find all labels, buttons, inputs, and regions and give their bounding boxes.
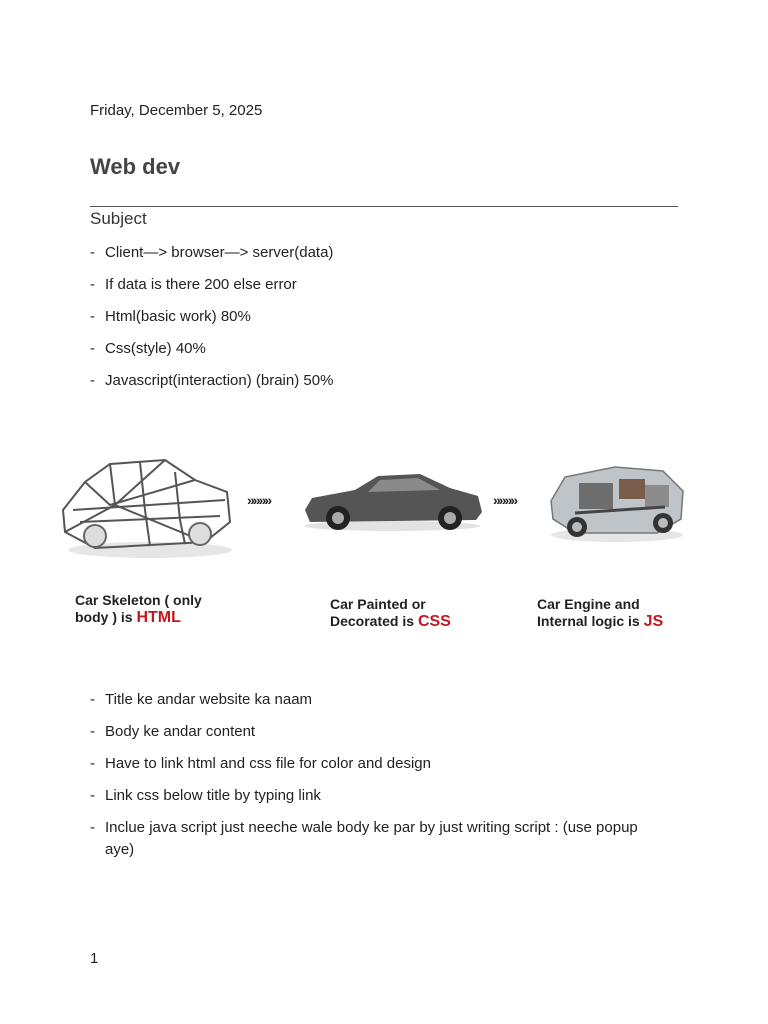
list-item-text: Body ke andar content <box>105 723 256 740</box>
bullet-dash: - <box>90 787 95 804</box>
caption-js <box>537 596 663 630</box>
note-date: Friday, December 5, 2025 <box>90 102 263 119</box>
list-item <box>90 242 660 264</box>
page-number: 1 <box>90 950 99 967</box>
caption-css <box>330 596 451 630</box>
title-divider <box>90 206 678 207</box>
list-item-text: If data is there 200 else error <box>105 276 297 293</box>
bullet-dash: - <box>90 691 95 708</box>
arrow-painted-to-engine: »»»» <box>493 492 517 508</box>
list-item-text: Have to link html and css file for color and design <box>105 755 431 772</box>
list-item <box>90 721 660 743</box>
list-item <box>90 370 660 392</box>
bullet-dash: - <box>90 755 95 772</box>
tech-label-js: JS <box>643 613 664 630</box>
bullet-dash: - <box>90 244 95 261</box>
bullet-dash: - <box>90 308 95 325</box>
caption-line: Car Painted or <box>330 596 426 612</box>
car-painted-image <box>300 468 485 533</box>
list-item-text: Css(style) 40% <box>105 340 206 357</box>
list-item <box>90 785 660 807</box>
list-item-text: Link css below title by typing link <box>105 787 321 804</box>
caption-line <box>537 613 663 630</box>
list-item <box>90 817 660 861</box>
car-skeleton-image <box>55 450 235 565</box>
bullet-list-concepts <box>90 242 660 402</box>
car-engine-image <box>545 455 690 545</box>
caption-html <box>75 592 202 626</box>
list-item <box>90 753 660 775</box>
list-item-text: Client—> browser—> server(data) <box>105 244 334 261</box>
list-item-text: Html(basic work) 80% <box>105 308 251 325</box>
list-item-text: Title ke andar website ka naam <box>105 691 313 708</box>
arrow-skeleton-to-painted: »»»» <box>247 492 271 508</box>
caption-line: Car Engine and <box>537 596 640 612</box>
list-item <box>90 306 660 328</box>
subject-label: Subject <box>90 209 147 228</box>
caption-line <box>330 613 451 630</box>
note-title: Web dev <box>90 154 181 179</box>
tech-label-html: HTML <box>136 609 181 626</box>
caption-line: Car Skeleton ( only <box>75 592 202 608</box>
caption-line <box>75 609 202 626</box>
tech-label-css: CSS <box>417 613 451 630</box>
bullet-dash: - <box>90 723 95 740</box>
list-item-text: Javascript(interaction) (brain) 50% <box>105 372 334 389</box>
list-item <box>90 274 660 296</box>
bullet-dash: - <box>90 276 95 293</box>
caption-prefix: Internal logic is <box>537 613 644 629</box>
list-item <box>90 689 660 711</box>
car-analogy-diagram <box>55 440 705 640</box>
bullet-dash: - <box>90 372 95 389</box>
caption-prefix: body ) is <box>75 609 137 625</box>
caption-prefix: Decorated is <box>330 613 418 629</box>
list-item-text: Inclue java script just neeche wale body ke par by just writing script : (use popup aye) <box>105 819 638 858</box>
list-item <box>90 338 660 360</box>
bullet-dash: - <box>90 340 95 357</box>
bullet-list-html-notes <box>90 689 660 871</box>
bullet-dash: - <box>90 819 95 836</box>
